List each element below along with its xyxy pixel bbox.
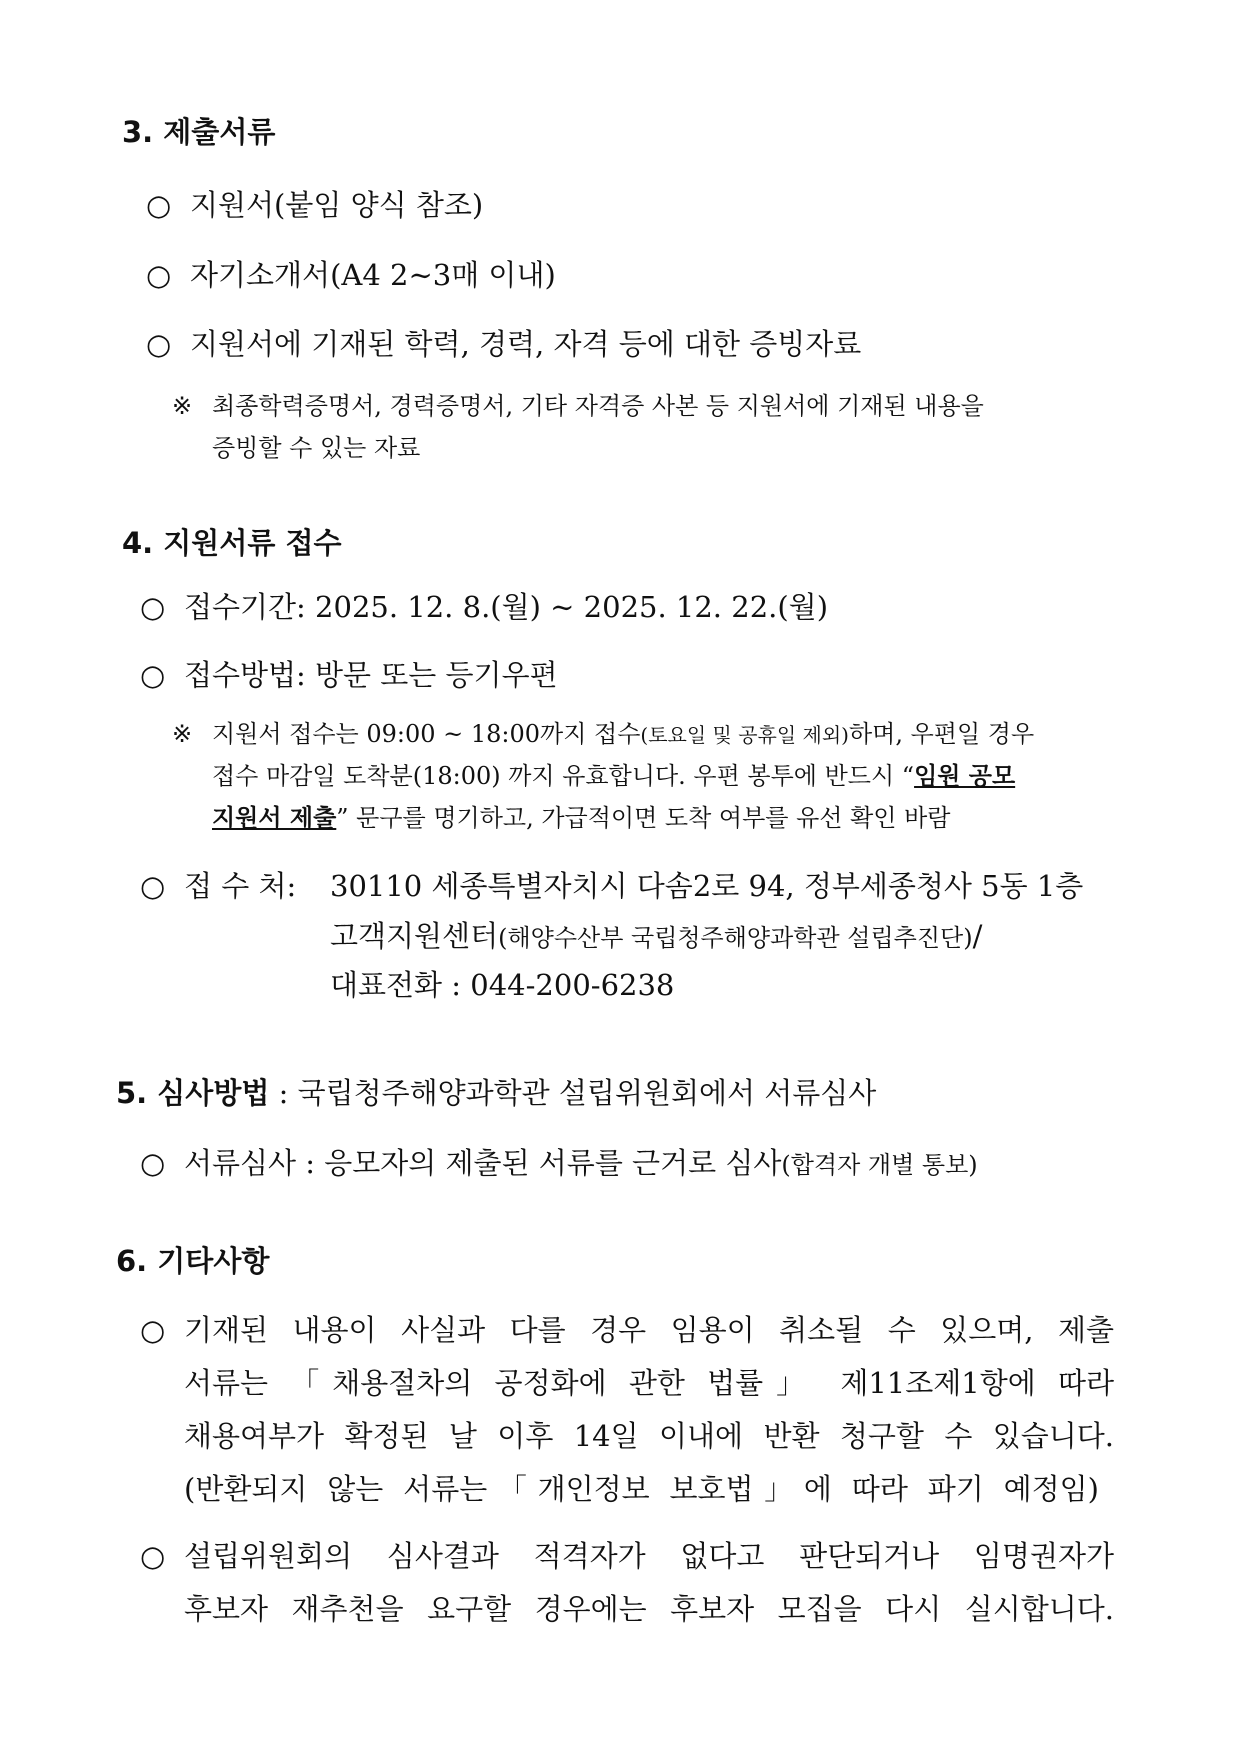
note-line: ※ 지원서 접수는 09:00 ~ 18:00까지 접수(토요일 및 공휴일 제외)하며, 우편일 경우: [172, 720, 1035, 748]
list-item: ○ 지원서에 기재된 학력, 경력, 자격 등에 대한 증빙자료: [146, 327, 862, 361]
list-item: ○ 접수기간: 2025. 12. 8.(월) ∼ 2025. 12. 22.(월): [140, 590, 829, 624]
paragraph-line: 설립위원회의 심사결과 적격자가 없다고 판단되거나 임명권자가: [184, 1539, 1114, 1573]
bullet-icon: ○: [140, 658, 166, 692]
bullet-icon: ○: [146, 327, 172, 361]
section-5-title: 5. 심사방법: [116, 1076, 270, 1110]
list-item: ○ 접수방법: 방문 또는 등기우편: [140, 658, 558, 692]
paragraph-line: 채용여부가 확정된 날 이후 14일 이내에 반환 청구할 수 있습니다.: [184, 1419, 1114, 1453]
paragraph-line: 기재된 내용이 사실과 다를 경우 임용이 취소될 수 있으며, 제출: [184, 1313, 1114, 1347]
address-line: 고객지원센터(해양수산부 국립청주해양과학관 설립추진단)/: [330, 919, 983, 953]
bullet-icon: ○: [146, 188, 172, 222]
list-item: ○ 접 수 처:: [140, 869, 297, 903]
reference-mark-icon: ※: [172, 720, 193, 748]
bullet-icon: ○: [140, 1146, 166, 1180]
note-line: 접수 마감일 도착분(18:00) 까지 유효합니다. 우편 봉투에 반드시 “임원 공모: [212, 761, 1016, 790]
bullet-icon: ○: [140, 1539, 166, 1573]
section-5-title-line: 5. 심사방법 : 국립청주해양과학관 설립위원회에서 서류심사: [116, 1076, 877, 1110]
note-line: 지원서 제출” 문구를 명기하고, 가급적이면 도착 여부를 유선 확인 바람: [212, 803, 951, 832]
phone-line: 대표전화 : 044-200-6238: [330, 968, 675, 1002]
bullet-icon: ○: [140, 869, 166, 903]
paragraph-line: 후보자 재추천을 요구할 경우에는 후보자 모집을 다시 실시합니다.: [184, 1592, 1114, 1626]
reference-mark-icon: ※: [172, 392, 193, 420]
section-3-title: 3. 제출서류: [122, 115, 276, 149]
note-line: ※ 최종학력증명서, 경력증명서, 기타 자격증 사본 등 지원서에 기재된 내용을: [172, 392, 984, 420]
section-6-title: 6. 기타사항: [116, 1244, 270, 1278]
paragraph-line: 서류는 「채용절차의 공정화에 관한 법률」 제11조제1항에 따라: [184, 1366, 1114, 1400]
address-line: 30110 세종특별자치시 다솜2로 94, 정부세종청사 5동 1층: [330, 869, 1084, 903]
list-item: ○ 서류심사 : 응모자의 제출된 서류를 근거로 심사(합격자 개별 통보): [140, 1146, 978, 1180]
section-4-title: 4. 지원서류 접수: [122, 526, 342, 560]
list-item: ○ 지원서(붙임 양식 참조): [146, 188, 484, 222]
bullet-icon: ○: [140, 590, 166, 624]
list-item: ○ 자기소개서(A4 2∼3매 이내): [146, 258, 556, 292]
note-line: 증빙할 수 있는 자료: [212, 434, 421, 462]
bullet-icon: ○: [146, 258, 172, 292]
bullet-icon: ○: [140, 1313, 166, 1347]
paragraph-line: (반환되지 않는 서류는「개인정보 보호법」에 따라 파기 예정임): [184, 1472, 1099, 1506]
